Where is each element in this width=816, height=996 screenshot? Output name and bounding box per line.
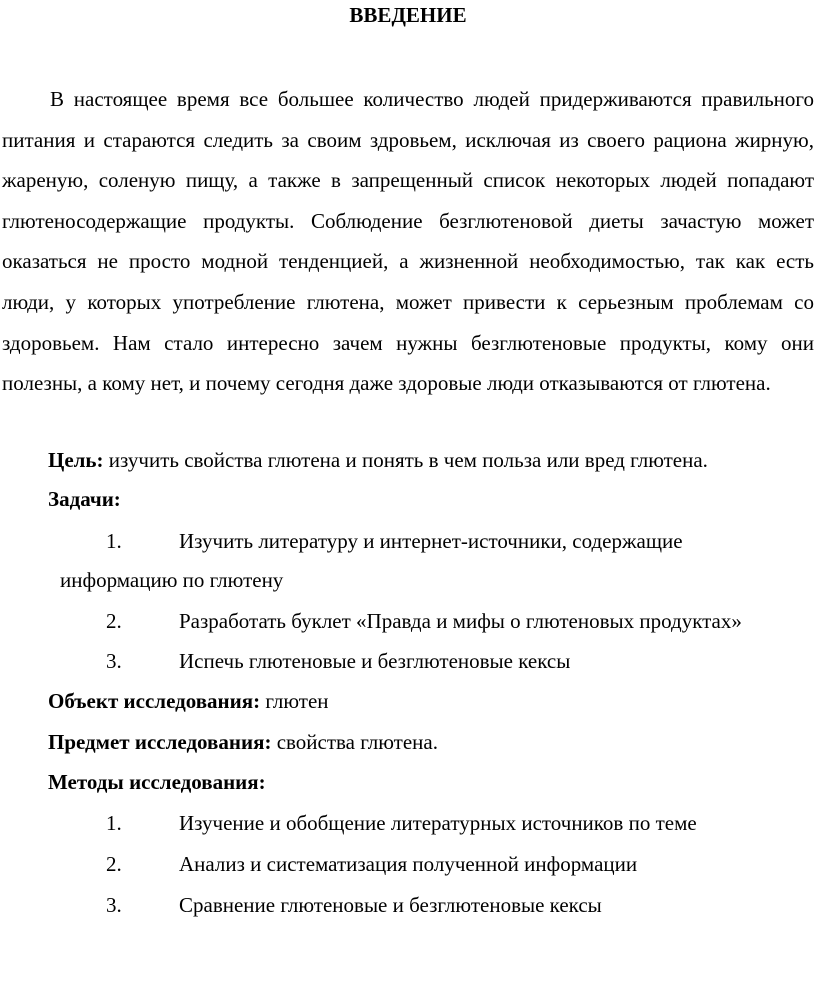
subject-line <box>48 730 438 754</box>
method-2-text: Анализ и систематизация полученной информации <box>179 852 638 876</box>
task-1-continuation: информацию по глютену <box>60 568 284 592</box>
task-2-text: Разработать буклет «Правда и мифы о глютеновых продуктах» <box>179 609 742 633</box>
method-2-number: 2. <box>106 852 122 876</box>
object-label: Объект исследования: <box>48 689 261 713</box>
task-3-text: Испечь глютеновые и безглютеновые кексы <box>179 649 571 673</box>
method-1-text: Изучение и обобщение литературных источников по теме <box>179 811 697 835</box>
task-1-text: Изучить литературу и интернет-источники, содержащие <box>179 529 683 553</box>
task-3-number: 3. <box>106 649 122 673</box>
goal-label: Цель: <box>48 448 104 472</box>
methods-label: Методы исследования: <box>48 770 266 794</box>
goal-line <box>48 448 708 472</box>
intro-paragraph: В настоящее время все большее количество людей придерживаются правильного питания и стараются следить за своим здровьем, исключая из своего рациона жирную, жареную, соленую пищу, а также в запрещенный список некоторых людей попадают глютеносодержащие продукты. Соблюдение безглютеновой диеты зачастую может оказаться не просто модной тенденцией, а жизненной необходимостью, так как есть люди, у которых употребление глютена, может привести к серьезным проблемам со здоровьем. Нам стало интересно зачем нужны безглютеновые продукты, кому они полезны, а кому нет, и почему сегодня даже здоровые люди отказываются от глютена. <box>2 87 814 396</box>
subject-text: свойства глютена. <box>271 730 438 754</box>
method-3-number: 3. <box>106 893 122 917</box>
method-1-number: 1. <box>106 811 122 835</box>
task-2-number: 2. <box>106 609 122 633</box>
object-text: глютен <box>260 689 329 713</box>
tasks-label: Задачи: <box>48 487 121 511</box>
object-line <box>48 689 329 713</box>
task-1-number: 1. <box>106 529 122 553</box>
document-title: ВВЕДЕНИЕ <box>349 3 467 27</box>
subject-label: Предмет исследования: <box>48 730 272 754</box>
goal-text: изучить свойства глютена и понять в чем польза или вред глютена. <box>103 448 708 472</box>
method-3-text: Сравнение глютеновые и безглютеновые кексы <box>179 893 602 917</box>
